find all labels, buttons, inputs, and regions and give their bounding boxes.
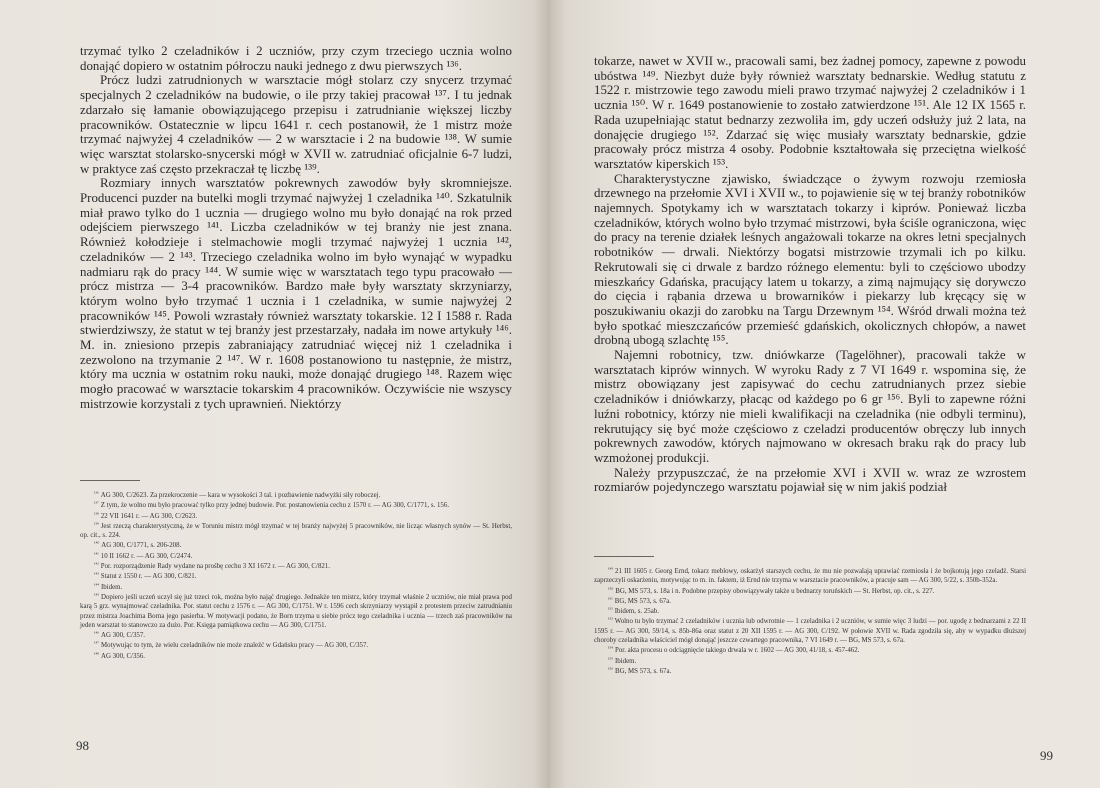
page-number: 99 bbox=[1040, 748, 1053, 763]
footnote: $^{^{138}}$ 22 VII 1641 r. — AG 300, C/2623. bbox=[94, 512, 198, 520]
footnote: $^{^{147}}$ Motywując to tym, że wielu czeladników nie może znaleźć w Gdańsku pracy — AG 300, C/357. bbox=[94, 642, 369, 650]
footnote: $^{^{153}}$ Wolno tu było trzymać 2 czeladników i ucznia lub odwrotnie — 1 czeladnika i 2 uczniów, w sumie więc 3 ludzi — por. ugodę z bednarzami z 22 II 1595 r. — AG 300, 59/14, s. 85b-86a oraz statut z 20 XII 1595 r. — AG 300, C/192. W połowie XVII w. Rada zgodziła się, aby w wypadku dłuższej choroby czeladnika właściciel mógł donająć jeszcze czwartego pracownika, 7 VI 1649 r. — BG, MS 573, s. 67a. bbox=[594, 618, 1026, 645]
left-body-text bbox=[80, 44, 512, 412]
footnote: $^{^{148}}$ AG 300, C/356. bbox=[94, 652, 146, 660]
paragraph: Należy przypuszczać, że na przełomie XVI i XVII w. wraz ze wzrostem rozmiarów pojedynczego warsztatu pojawiał się w nim jakiś podział bbox=[594, 465, 1026, 495]
footnote-rule bbox=[594, 556, 654, 557]
paragraph: Prócz ludzi zatrudnionych w warsztacie mógł stolarz czy snycerz trzymać specjalnych 2 czeladników na budowie, o ile przy takiej pracował ¹³⁷. I tu jednak zdarzało się łamanie obowiązującego przepisu i zatrudnianie większej liczby pracowników. Ostatecznie w lipcu 1641 r. cech postanowił, że 1 mistrz może trzymać najwyżej 4 czeladników — 2 w warsztacie i 2 na budowie ¹³⁸. W sumie więc warsztat stolarsko-snycerski mógł w XVII w. zatrudniać oficjalnie 6-7 ludzi, w praktyce zaś często przekraczał tę liczbę ¹³⁹. bbox=[80, 73, 512, 176]
footnote: $^{^{156}}$ BG, MS 573, s. 67a. bbox=[608, 667, 672, 675]
footnote: $^{^{145}}$ Dopiero jeśli uczeń uczył się już trzeci rok, można było nająć drugiego. Jednakże ten mistrz, który trzymał właśnie 2 uczniów, nie miał prawa pod karą 5 grz. wynajmować czeladnika. Por. statut cechu z 1576 r. — AG 300, C/1751. W r. 1596 cech skrzyniarzy wystąpił z protestem przeciw zatrudnianiu przez mistrza Joachima Borna jego pasierba. W motywacji podano, że Born trzyma u siebie prócz tego czeladnika i ucznia — trzech zaś pracowników na jeden warsztat to stanowczo za dużo. Por. Księga pamiątkowa cechu — AG 300, C/1751. bbox=[80, 593, 512, 629]
left-footnotes bbox=[80, 490, 512, 661]
footnote: $^{^{143}}$ Statut z 1550 r. — AG 300, C/821. bbox=[94, 573, 197, 581]
footnote: $^{^{137}}$ Z tym, że wolno mu było pracować tylko przy jednej budowie. Por. postanowienia cechu z 1570 r. — AG 300, C/1771, s. 156. bbox=[94, 502, 450, 510]
footnote: $^{^{136}}$ AG 300, C/2623. Za przekroczenie — kara w wysokości 3 tal. i pozbawienie nadwyżki siły roboczej. bbox=[94, 492, 381, 499]
paragraph: Najemni robotnicy, tzw. dniówkarze (Tagelöhner), pracowali także w warsztatach kiprów winnych. W wyroku Rady z 7 VI 1649 r. wspomina się, że mistrz obowiązany jest zapisywać do cechu zatrudnianych przez siebie czeladników i dniówkarzy, płacąc od każdego po 6 gr ¹⁵⁶. Byli to zapewne różni luźni robotnicy, którzy nie mieli kwalifikacji na czeladnika (nie odbyli terminu), rekrutujący się być może częściowo z czeladzi producentów obręczy lub innych pokrewnych zawodów, których najmowano w okresach braku rąk do pracy lub wzmożonej produkcji. bbox=[594, 348, 1026, 465]
footnote: $^{^{154}}$ Por. akta procesu o odciągnięcie takiego drwala w r. 1602 — AG 300, 41/18, s. 457-462. bbox=[608, 647, 860, 655]
page-number: 98 bbox=[76, 738, 89, 753]
footnote-rule bbox=[80, 480, 140, 481]
footnote: $^{^{146}}$ AG 300, C/357. bbox=[94, 632, 146, 640]
footnote: $^{^{144}}$ Ibidem. bbox=[94, 583, 123, 591]
paragraph: tokarze, nawet w XVII w., pracowali sami, bez żadnej pomocy, zapewne z powodu ubóstwa ¹⁴⁹. Niezbyt duże były również warsztaty bednarskie. Według statutu z 1522 r. mistrzowie tego zawodu mieli prawo trzymać najwyżej 2 czeladników i 1 ucznia ¹⁵⁰. W r. 1649 postanowienie to zostało zatwierdzone ¹⁵¹. Ale 12 IX 1565 r. Rada uzupełniając statut bednarzy zezwoliła im, gdy uczeń odsłuży już 2 lata, na donajęcie drugiego ¹⁵². Zdarzać się więc musiały warsztaty bednarskie, gdzie pracowały prócz mistrza 4 osoby. Podobnie kształtowała się przeciętna wielkość warsztatów kiperskich ¹⁵³. bbox=[594, 54, 1026, 171]
right-page bbox=[550, 0, 1100, 788]
paragraph: Charakterystyczne zjawisko, świadczące o żywym rozwoju rzemiosła drzewnego na przełomie XVI i XVII w., to pojawienie się w tej branży robotników najemnych. Spotykamy ich w warsztatach tokarzy i kiprów. Ponieważ liczba czeladników, których wolno było trzymać mistrzowi, była ściśle ograniczona, więc do pracy na terenie działek leśnych angażowali tokarze na okres letni specjalnych robotników — drwali. Niektórzy bogatsi mistrzowie trzymali ich po kilku. Rekrutowali się ci drwale z bardzo różnego elementu: byli to częściowo ubodzy mieszkańcy Gdańska, pracujący latem u tokarzy, a zimą najmujący się dorywczo do cięcia i rąbania drzewa u browarników i piekarzy lub kręcący się w poszukiwaniu okazji do zarobku na Targu Drzewnym ¹⁵⁴. Wśród drwali można też było spotkać mieszczańców przemieść gdańskich, okolicznych chłopów, a nawet drobną ubogą szlachtę ¹⁵⁵. bbox=[594, 171, 1026, 348]
footnote: $^{^{141}}$ 10 II 1662 r. — AG 300, C/2474. bbox=[94, 552, 193, 560]
right-body-text bbox=[594, 54, 1026, 495]
footnote: $^{^{150}}$ BG, MS 573, s. 18a i n. Podobne przepisy obowiązywały także u bednarzy toruńskich — St. Herbst, op. cit., s. 227. bbox=[608, 587, 935, 595]
footnote: $^{^{151}}$ BG, MS 573, s. 67a. bbox=[608, 597, 672, 605]
paragraph: trzymać tylko 2 czeladników i 2 uczniów, przy czym trzeciego ucznia wolno donająć dopiero w ostatnim półroczu nauki jednego z dwu pierwszych ¹³⁶. bbox=[80, 44, 512, 73]
footnote: $^{^{142}}$ Por. rozporządzenie Rady wydane na prośbę cechu 3 XI 1672 r. — AG 300, C/821. bbox=[94, 563, 330, 571]
footnote: $^{^{155}}$ Ibidem. bbox=[608, 657, 637, 665]
footnote: $^{^{139}}$ Jest rzeczą charakterystyczną, że w Toruniu mistrz mógł trzymać w tej branży najwyżej 5 pracowników, nie licząc własnych synów — St. Herbst, op. cit., s. 224. bbox=[80, 522, 512, 540]
footnote: $^{^{149}}$ 21 III 1605 r. Georg Ernd, tokarz meblowy, oskarżył starszych cechu, że mu nie pozwalają uprawiać rzemiosła i że bojkotują jego czeladź. Starsi zaprzeczyli oskarżeniu, motywując to m. in. faktem, iż Ernd nie trzyma w warsztacie pracowników, a pracuje sam — AG 300, 5/22, s. 350b-352a. bbox=[594, 568, 1026, 585]
paragraph: Rozmiary innych warsztatów pokrewnych zawodów były skromniejsze. Producenci puzder na butelki mogli trzymać najwyżej 1 czeladnika ¹⁴⁰. Szkatulnik miał prawo tylko do 1 ucznia — drugiego wolno mu było donająć na rok przed odejściem pierwszego ¹⁴¹. Liczba czeladników w tej branży nie jest znana. Również kołodzieje i stelmachowie mogli trzymać najwyżej 1 ucznia ¹⁴², czeladników — 2 ¹⁴³. Trzeciego czeladnika wolno im było wynająć w wypadku nadmiaru rąk do pracy ¹⁴⁴. W sumie więc w warsztatach tego typu pracowało — prócz mistrza — 3-4 pracowników. Bardzo małe były warsztaty skrzyniarzy, którym wolno było trzymać 1 ucznia i 1 czeladnika, w sumie najwyżej 2 pracowników ¹⁴⁵. Powoli wzrastały również warsztaty tokarskie. 12 I 1588 r. Rada stwierdziwszy, że statut w tej branży jest przestarzały, nadała im nowe artykuły ¹⁴⁶. M. in. zniesiono przepis zabraniający zatrudniać więcej niż 1 czeladnika i zezwolono na trzymanie 2 ¹⁴⁷. W r. 1608 postanowiono tu następnie, że mistrz, który ma ucznia w ostatnim roku nauki, może donająć drugiego ¹⁴⁸. Razem więc mogło pracować w warsztacie tokarskim 4 pracowników. Oczywiście nie wszyscy mistrzowie korzystali z tych uprawnień. Niektórzy bbox=[80, 176, 512, 411]
right-footnotes bbox=[594, 566, 1026, 676]
footnote: $^{^{152}}$ Ibidem, s. 25ab. bbox=[608, 608, 659, 616]
footnote: $^{^{140}}$ AG 300, C/1771, s. 206-208. bbox=[94, 542, 182, 550]
